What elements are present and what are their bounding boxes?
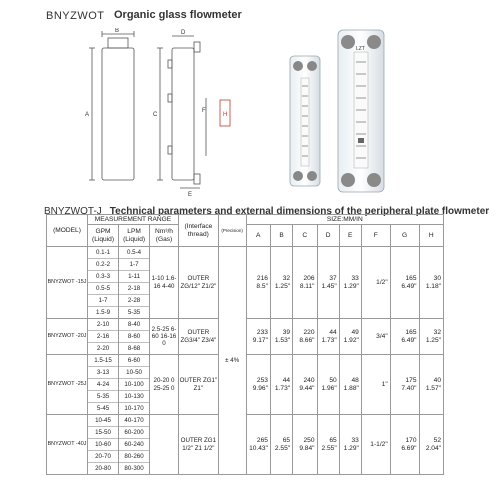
- dim-mm: 170: [405, 436, 417, 444]
- cell-dim-b: [270, 319, 292, 355]
- dim-inch: 9.84": [299, 444, 315, 452]
- dim-inch: 9.96": [252, 384, 268, 392]
- gpm-value: 5-35: [88, 390, 118, 402]
- gpm-value: 0.2-2: [88, 258, 118, 270]
- gpm-value: 15-50: [88, 426, 118, 438]
- cell-dim-e: [339, 415, 361, 475]
- header-col-b: B: [270, 225, 292, 247]
- cell-lpm: [119, 247, 150, 319]
- dim-inch: 1.25": [425, 336, 441, 344]
- side-view-body: [172, 48, 194, 180]
- cell-precision: ± 4%: [218, 247, 246, 475]
- cell-dim-g: [390, 415, 419, 475]
- gpm-value: 2-16: [88, 330, 118, 342]
- lpm-value: 5-35: [119, 306, 149, 318]
- gpm-value: 0.1-1: [95, 249, 111, 256]
- lpm-value: 10-100: [119, 378, 149, 390]
- gpm-value: 0.5-5: [88, 282, 118, 294]
- dim-label-d: D: [181, 30, 186, 36]
- dim-mm: 33: [351, 274, 359, 282]
- cell-gpm: [88, 247, 119, 319]
- dim-inch: 8.5": [256, 282, 268, 290]
- lpm-value: 2-28: [119, 294, 149, 306]
- lpm-value: 1-7: [119, 258, 149, 270]
- dim-mm: 49: [351, 328, 359, 336]
- lpm-value: 1-11: [119, 270, 149, 282]
- header-col-c: C: [293, 225, 317, 247]
- cell-dim-c: [293, 355, 317, 415]
- cell-dim-d: [317, 415, 339, 475]
- dim-inch: 1.29": [343, 444, 359, 452]
- header-nm3: Nm³/h (Gas): [150, 225, 179, 247]
- gpm-value: 4-24: [88, 378, 118, 390]
- gpm-value: 1.5-15: [94, 357, 112, 364]
- cell-dim-h: [419, 319, 444, 355]
- dim-inch: 1.92": [343, 336, 359, 344]
- dim-label-b: B: [115, 28, 120, 34]
- lpm-value: 10-170: [119, 402, 149, 414]
- cell-dim-b: [270, 247, 292, 319]
- cell-gpm: [88, 319, 119, 355]
- dim-label-c: C: [153, 112, 158, 118]
- cell-lpm: [119, 355, 150, 415]
- cell-dim-e: [339, 247, 361, 319]
- cell-interface: OUTER ZG/12" Z1/2": [178, 247, 218, 319]
- dim-mm: 265: [256, 436, 268, 444]
- cell-dim-d: [317, 319, 339, 355]
- dim-mm: 165: [405, 328, 417, 336]
- section-model: BNYZWOT-J: [44, 206, 102, 217]
- cell-interface: OUTER ZG3/4" Z3/4": [178, 319, 218, 355]
- header-col-h: H: [419, 225, 444, 247]
- header-col-d: D: [317, 225, 339, 247]
- dim-inch: 1.53": [274, 336, 291, 344]
- dim-inch: 6.69": [401, 444, 417, 452]
- dim-mm: 50: [329, 376, 337, 384]
- spec-table: [46, 214, 444, 475]
- dim-inch: 6.49": [401, 336, 417, 344]
- cell-dim-g: [390, 319, 419, 355]
- product-photo: [276, 26, 416, 198]
- flowmeter-small-image: [290, 56, 320, 186]
- spec-table-body: [47, 247, 444, 475]
- dim-mm: 216: [256, 274, 268, 282]
- dim-inch: 1.73": [321, 336, 337, 344]
- cell-dim-a: [246, 319, 270, 355]
- dim-mm: 40: [433, 376, 441, 384]
- dim-mm: 1-1/2": [370, 440, 388, 448]
- dim-inch: 2.55": [321, 444, 337, 452]
- header-lpm: LPM (Liquid): [119, 225, 150, 247]
- cell-dim-f: [361, 355, 390, 415]
- cell-dim-c: [293, 247, 317, 319]
- dim-mm: 48: [351, 376, 359, 384]
- lpm-value: 6-60: [127, 357, 141, 364]
- gpm-value: 10-45: [95, 417, 111, 424]
- cell-gpm: [88, 415, 119, 475]
- lpm-value: 10-130: [119, 390, 149, 402]
- lpm-value: 0.5-4: [127, 249, 142, 256]
- header-col-g: G: [390, 225, 419, 247]
- dim-label-e: E: [188, 192, 193, 198]
- dim-mm: 233: [256, 328, 268, 336]
- dim-inch: 1.25": [274, 282, 291, 290]
- header-size: SIZE:MM/IN: [246, 215, 443, 225]
- cell-dim-h: [419, 355, 444, 415]
- cell-lpm: [119, 415, 150, 475]
- gpm-value: 2-20: [88, 342, 118, 354]
- cell-lpm: [119, 319, 150, 355]
- dim-inch: 2.55": [274, 444, 291, 452]
- dim-mm: 1": [381, 380, 388, 388]
- dim-mm: 253: [256, 376, 268, 384]
- dim-label-a: A: [85, 112, 90, 118]
- dim-mm: 1/2": [376, 278, 388, 286]
- dim-inch: 10.43": [249, 444, 268, 452]
- scale-brand-text: LZT: [356, 46, 365, 52]
- gpm-value: 0.3-3: [88, 270, 118, 282]
- cell-gas: [150, 415, 179, 475]
- dim-mm: 44: [329, 328, 337, 336]
- cell-dim-h: [419, 247, 444, 319]
- dim-mm: 250: [303, 436, 315, 444]
- dim-mm: 3/4": [376, 332, 388, 340]
- cell-gas: 20-20 0 25-25 0: [150, 355, 179, 415]
- header-col-f: F: [361, 225, 390, 247]
- header-gpm: GPM (Liquid): [88, 225, 119, 247]
- gpm-value: 20-80: [88, 462, 118, 474]
- section-title: Technical parameters and external dimensions of the peripheral plate flowmeter: [109, 206, 490, 217]
- dim-inch: 8.66": [299, 336, 315, 344]
- dim-mm: 220: [303, 328, 315, 336]
- cell-dim-g: [390, 247, 419, 319]
- gpm-value: 1.5-9: [88, 306, 118, 318]
- cell-dim-c: [293, 319, 317, 355]
- table-row: [47, 247, 444, 319]
- dim-mm: 32: [433, 328, 441, 336]
- dim-mm: 65: [329, 436, 337, 444]
- dim-mm: 52: [433, 436, 441, 444]
- dim-inch: 6.49": [401, 282, 417, 290]
- cell-interface: OUTER ZG1 1/2" Z1 1/2": [178, 415, 218, 475]
- cell-dim-h: [419, 415, 444, 475]
- cell-gas: 1-10 1.6-16 4-40: [150, 247, 179, 319]
- dim-label-h: H: [223, 112, 228, 118]
- dim-inch: 1.88": [343, 384, 359, 392]
- cell-dim-f: [361, 415, 390, 475]
- dim-inch: 1.18": [425, 282, 441, 290]
- lpm-value: 8-40: [127, 321, 141, 328]
- lpm-value: 8-68: [119, 342, 149, 354]
- cell-dim-e: [339, 355, 361, 415]
- dim-mm: 65: [282, 436, 291, 444]
- gpm-value: 2-10: [96, 321, 110, 328]
- cell-gpm: [88, 355, 119, 415]
- cell-model: BNYZWOT -25J: [47, 355, 88, 415]
- header-col-e: E: [339, 225, 361, 247]
- dim-inch: 2.04": [425, 444, 441, 452]
- dim-inch: 8.11": [299, 282, 315, 290]
- header-col-a: A: [246, 225, 270, 247]
- dim-inch: 1.45": [321, 282, 337, 290]
- lpm-value: 60-200: [119, 426, 149, 438]
- gpm-value: 1-7: [88, 294, 118, 306]
- dim-mm: 44: [282, 376, 291, 384]
- dim-mm: 30: [433, 274, 441, 282]
- cell-interface: OUTER ZG1" Z1": [178, 355, 218, 415]
- cell-dim-d: [317, 247, 339, 319]
- dim-inch: 1.29": [343, 282, 359, 290]
- technical-drawing: [80, 28, 250, 198]
- header-measurement-range: MEASUREMENT RANGE: [88, 215, 179, 225]
- cell-dim-c: [293, 415, 317, 475]
- cell-dim-a: [246, 247, 270, 319]
- gpm-value: 5-45: [88, 402, 118, 414]
- dim-mm: 33: [351, 436, 359, 444]
- dim-mm: 206: [303, 274, 315, 282]
- lpm-value: 8-60: [119, 330, 149, 342]
- dim-inch: 9.17": [252, 336, 268, 344]
- cell-dim-f: [361, 247, 390, 319]
- cell-dim-b: [270, 415, 292, 475]
- cell-model: BNYZWOT -15J: [47, 247, 88, 319]
- cell-dim-d: [317, 355, 339, 415]
- brand-name: BNYZWOT: [46, 10, 105, 22]
- cell-dim-a: [246, 415, 270, 475]
- dim-mm: 240: [303, 376, 315, 384]
- cell-dim-g: [390, 355, 419, 415]
- dim-inch: 1.96": [321, 384, 337, 392]
- dim-mm: 39: [282, 328, 291, 336]
- gpm-value: 20-70: [88, 450, 118, 462]
- cell-dim-a: [246, 355, 270, 415]
- cell-model: BNYZWOT -40J: [47, 415, 88, 475]
- page-title: Organic glass flowmeter: [114, 9, 242, 21]
- lpm-value: 10-50: [119, 366, 149, 378]
- cell-dim-f: [361, 319, 390, 355]
- lpm-value: 40-170: [124, 417, 144, 424]
- header-precision: (Precision): [218, 215, 246, 247]
- header-interface: (Interface thread): [178, 215, 218, 247]
- cell-model: BNYZWOT -20J: [47, 319, 88, 355]
- cell-gas: 2.5-25 6-60 16-16 0: [150, 319, 179, 355]
- dim-inch: 1.73": [274, 384, 291, 392]
- cell-dim-b: [270, 355, 292, 415]
- dim-label-f: F: [202, 108, 206, 114]
- lpm-value: 60-240: [119, 438, 149, 450]
- lpm-value: 80-260: [119, 450, 149, 462]
- gpm-value: 10-60: [88, 438, 118, 450]
- lpm-value: 2-18: [119, 282, 149, 294]
- header-model: (MODEL): [47, 215, 88, 247]
- dim-inch: 9.44": [299, 384, 315, 392]
- dim-mm: 165: [405, 274, 417, 282]
- dim-mm: 32: [282, 274, 291, 282]
- cell-dim-e: [339, 319, 361, 355]
- gpm-value: 3-13: [88, 366, 118, 378]
- front-view-body: [102, 48, 134, 180]
- lpm-value: 80-300: [119, 462, 149, 474]
- dim-inch: 7.40": [401, 384, 417, 392]
- dim-inch: 1.57": [425, 384, 441, 392]
- dim-mm: 175: [405, 376, 417, 384]
- dim-mm: 37: [329, 274, 337, 282]
- flowmeter-large-image: [338, 30, 384, 192]
